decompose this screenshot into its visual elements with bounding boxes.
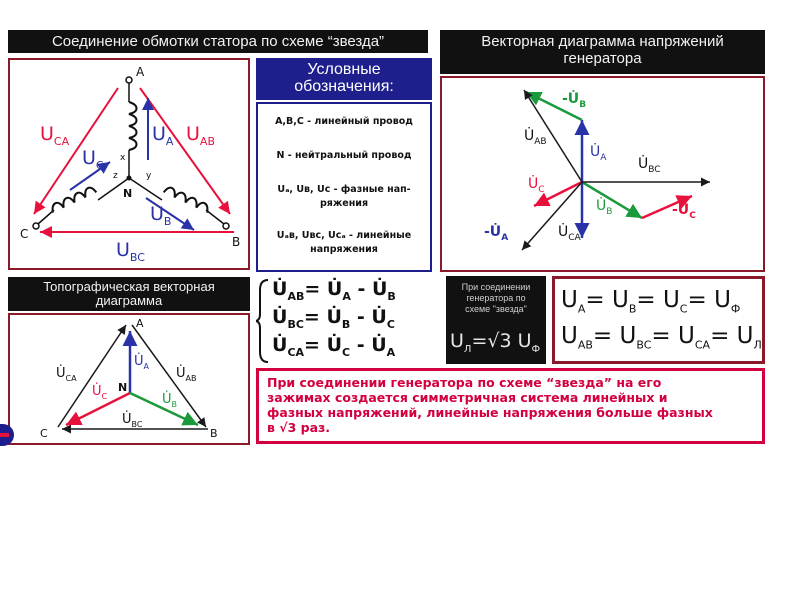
stator-title-text: Соединение обмотки статора по схеме “звезда” — [51, 33, 385, 50]
uc-label: $U_C$ — [82, 147, 104, 172]
legend-item: Uₐ, Uʙ, Uᴄ - фазные нап- — [277, 184, 411, 195]
relation-row-1: $U_A= U_B= U_C= U_Ф$ — [561, 287, 741, 316]
topo-ubc-label: $U̇_{BC}$ — [122, 412, 143, 429]
winding-b — [164, 186, 211, 213]
equation-row-2: $U̇_{BC}=$ $U̇_B$ - $U̇_C$ — [272, 306, 395, 331]
topo-b-label: B — [210, 427, 218, 440]
star-box-formula: $U_Л=√3$ $U_Ф$ — [450, 330, 541, 355]
node-z-label: z — [113, 171, 118, 181]
ub-label: $U_B$ — [150, 203, 172, 228]
label-uc-neg: $-U̇_C$ — [672, 202, 696, 221]
label-uca: $U̇_{CA}$ — [558, 224, 581, 243]
label-ub-neg: $-U̇_B$ — [562, 91, 587, 110]
legend-box — [256, 102, 432, 272]
star-box-line2: генератора по — [466, 293, 526, 303]
topo-ub-label: $U̇_B$ — [162, 392, 178, 409]
topo-ua-label: $U̇_A$ — [134, 354, 149, 371]
vector-title-line2: генератора — [563, 50, 642, 67]
neutral-point — [127, 176, 132, 181]
topo-uc-label: $U̇_C$ — [92, 384, 108, 401]
label-ua-neg: $-U̇_A$ — [484, 224, 509, 243]
terminal-c — [33, 223, 39, 229]
topo-n-label: N — [118, 381, 128, 394]
node-n-label: N — [123, 187, 133, 200]
terminal-b — [223, 223, 229, 229]
node-y-label: y — [146, 171, 152, 181]
equation-row-3: $U̇_{CA}=$ $U̇_C$ - $U̇_A$ — [272, 334, 396, 359]
winding-c — [50, 186, 97, 213]
topo-diagram — [10, 315, 248, 443]
vector-arrows — [522, 90, 710, 250]
winding-a — [129, 102, 137, 150]
equations-block — [256, 278, 440, 364]
legend-item: А,В,С - линейный провод — [275, 116, 413, 127]
node-c-label: C — [20, 227, 29, 241]
conclusion-line2: зажимах создается симметричная система линейных и — [267, 390, 668, 405]
topo-uab-label: $U̇_{AB}$ — [176, 366, 197, 383]
legend-header-line2: обозначения: — [294, 78, 394, 95]
topo-diagram-panel — [8, 313, 250, 445]
ubc-label: $U_{BC}$ — [116, 239, 145, 264]
uab-label: $U_{AB}$ — [186, 123, 215, 148]
legend-item: Uₐʙ, Uʙᴄ, Uᴄₐ - линейные — [276, 230, 412, 241]
stator-schematic — [10, 60, 248, 268]
conclusion-line3: фазных напряжений, линейные напряжения больше фазных — [267, 405, 713, 420]
legend-header — [256, 58, 432, 100]
topo-title-line1: Топографическая векторная — [43, 279, 215, 294]
relations-box — [552, 276, 765, 364]
conclusion-line1: При соединении генератора по схеме “звезда” на его — [267, 375, 662, 390]
stator-panel-title — [8, 30, 428, 53]
star-box-line3: схеме "звезда" — [465, 304, 527, 314]
label-uab: $U̇_{AB}$ — [524, 128, 547, 147]
topo-title-line2: диаграмма — [95, 293, 163, 308]
topo-panel-title — [8, 277, 250, 311]
conclusion-box — [256, 368, 765, 444]
topo-a-label: A — [136, 317, 144, 330]
star-box-line1: При соединении — [461, 282, 531, 292]
uca-label: $U_{CA}$ — [40, 123, 70, 148]
node-a-label: A — [136, 65, 145, 79]
vector-panel-title — [440, 30, 765, 74]
label-ubc: $U̇_{BC}$ — [638, 156, 661, 175]
vector-diagram-panel — [440, 76, 765, 272]
vector-title-line1: Векторная диаграмма напряжений — [481, 33, 724, 50]
legend-header-line1: Условные — [307, 61, 381, 78]
label-ua: $U̇_A$ — [590, 144, 607, 163]
star-formula-box — [446, 276, 546, 364]
conclusion-line4: в √3 раз. — [267, 420, 331, 435]
node-b-label: B — [232, 235, 241, 249]
topo-c-label: C — [40, 427, 48, 440]
terminal-a — [126, 77, 132, 83]
topo-uca-label: $U̇_{CA}$ — [56, 366, 77, 383]
legend-item: ряжения — [319, 198, 369, 209]
relation-row-2: $U_{AB}= U_{BC}= U_{CA}= U_Л$ — [561, 323, 762, 352]
label-ub: $U̇_B$ — [596, 198, 613, 217]
stator-schematic-panel — [8, 58, 250, 270]
equation-row-1: $U̇_{AB}=$ $U̇_A$ - $U̇_B$ — [272, 278, 396, 303]
vector-diagram — [442, 78, 763, 270]
legend-item: N - нейтральный провод — [276, 150, 412, 161]
label-uc: $U̇_C$ — [528, 176, 545, 195]
legend-item: напряжения — [310, 244, 378, 255]
node-x-label: x — [120, 153, 126, 163]
ua-label: $U_A$ — [152, 123, 174, 148]
